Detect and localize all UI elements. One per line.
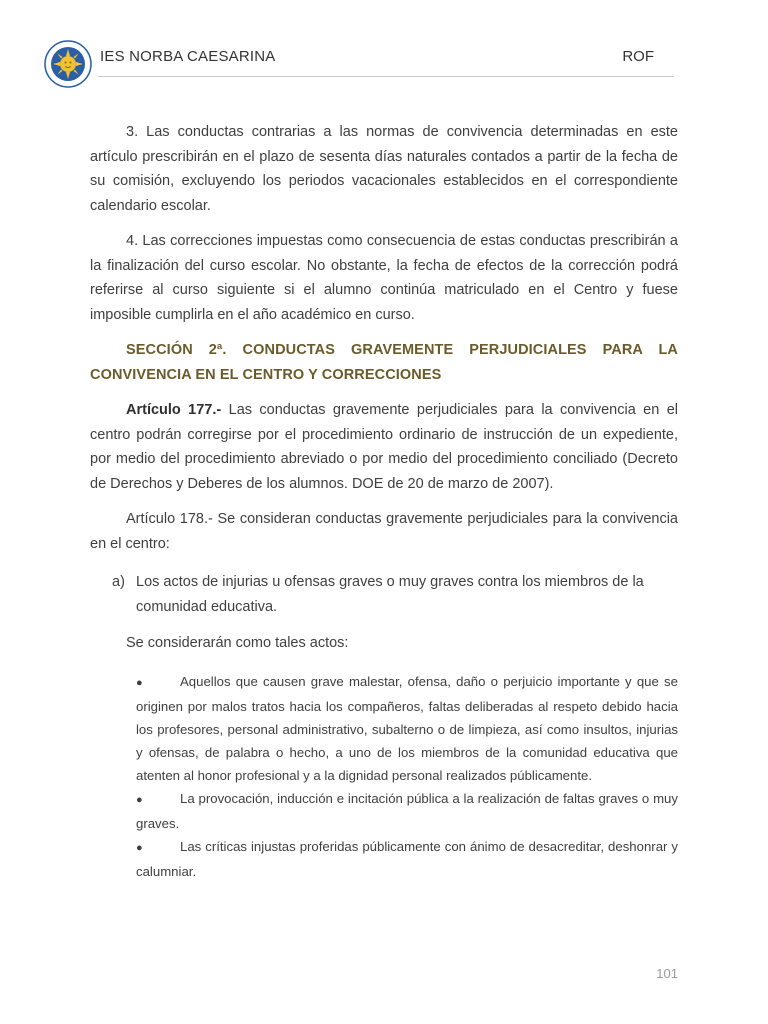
header-divider <box>98 76 674 77</box>
page-number: 101 <box>656 966 678 981</box>
list-item: ● La provocación, inducción e incitación pública a la realización de faltas graves o muy graves. <box>136 790 678 831</box>
paragraph-4: 4. Las correcciones impuestas como consecuencia de estas conductas prescribirán a la finalización del curso escolar. No obstante, la fecha de efectos de la corrección podrá referirse al curso siguiente si el alumno continúa matriculado en el Centro y fuese imposible cumplirla en el año académico en curso. <box>90 233 678 323</box>
list-item: ● Las críticas injustas proferidas públicamente con ánimo de desacreditar, deshonrar y calumniar. <box>136 838 678 879</box>
document-code: ROF <box>622 48 654 65</box>
bullet-icon: ● <box>136 841 143 854</box>
school-logo-icon <box>44 40 92 88</box>
bullet-icon: ● <box>136 676 143 689</box>
article-177 <box>90 398 678 496</box>
section-title: SECCIÓN 2ª. CONDUCTAS GRAVEMENTE PERJUDICIALES PARA LA CONVIVENCIA EN EL CENTRO Y CORRECCIONES <box>90 342 678 383</box>
list-marker: a) <box>112 574 125 590</box>
paragraph-3: 3. Las conductas contrarias a las normas de convivencia determinadas en este artículo prescribirán en el plazo de sesenta días naturales contados a partir de la fecha de su comisión, excluyendo los periodos vacacionales establecidos en el correspondiente calendario escolar. <box>90 124 678 214</box>
school-name: IES NORBA CAESARINA <box>100 48 276 65</box>
article-177-label: Artículo 177.- <box>126 402 222 418</box>
bullet-icon: ● <box>136 793 143 806</box>
article-177-text: Las conductas gravemente perjudiciales para la convivencia en el centro podrán corregirse por el procedimiento ordinario de instrucción de un expediente, por medio del procedimiento abreviado o por medio del procedimiento conciliado (Decreto de Derechos y Deberes de los alumnos. DOE de 20 de marzo de 2007). <box>90 402 678 492</box>
list-item-text: Los actos de injurias u ofensas graves o muy graves contra los miembros de la comunidad educativa. <box>136 574 644 615</box>
page-body <box>90 120 678 883</box>
list-item: ● Aquellos que causen grave malestar, ofensa, daño o perjuicio importante y que se originen por malos tratos hacia los compañeros, faltas deliberadas al respeto debido hacia los profesores, personal administrativo, subalterno o de limpieza, así como insultos, injurias y ofensas, de palabra o hecho, a uno de los miembros de la comunidad educativa que atenten al honor profesional y a la dignidad personal realizados públicamente. <box>136 673 678 783</box>
article-178: Artículo 178.- Se consideran conductas gravemente perjudiciales para la convivencia en el centro: <box>90 511 678 552</box>
list-item-a <box>90 570 678 619</box>
page-header <box>44 40 674 92</box>
bullet-list <box>136 670 678 883</box>
sub-intro: Se considerarán como tales actos: <box>126 635 349 651</box>
